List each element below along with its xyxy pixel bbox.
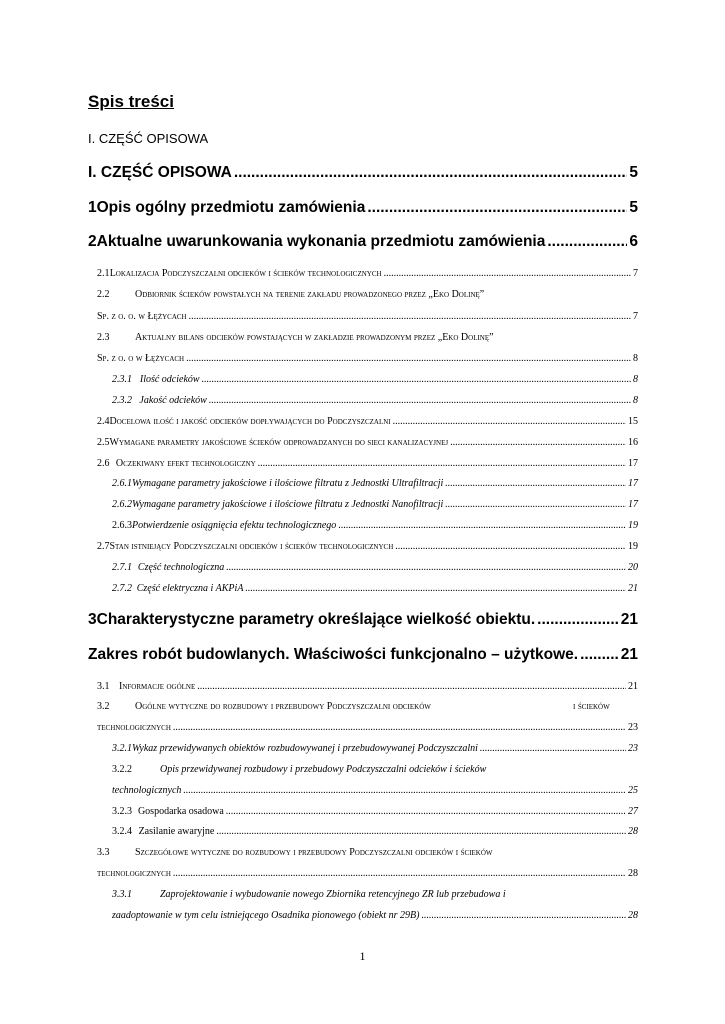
toc-entry-number: 2.6.3 xyxy=(112,520,132,531)
toc-entry-text: Zakres robót budowlanych. Właściwości funkcjonalno – użytkowe. xyxy=(88,646,579,663)
toc-entry-number: 3.2.2 xyxy=(112,764,132,775)
dot-leader xyxy=(226,806,626,817)
toc-entry[interactable] xyxy=(88,164,638,182)
toc-entry-page: 15 xyxy=(628,416,638,427)
toc-entry[interactable] xyxy=(97,416,638,427)
dot-leader xyxy=(395,541,626,552)
toc-entry-text: Oczekiwany efekt technologiczny xyxy=(115,458,256,469)
toc-entry-line1[interactable] xyxy=(97,332,494,343)
toc-entry-text: Jakość odcieków xyxy=(139,395,207,406)
toc-entry-number: 3.3.1 xyxy=(112,889,132,900)
toc-entry-number: 2.1 xyxy=(97,268,110,279)
dot-leader xyxy=(445,499,626,510)
toc-entry[interactable] xyxy=(88,646,638,664)
toc-entry-text: Zasilanie awaryjne xyxy=(138,826,215,837)
dot-leader xyxy=(209,395,631,406)
toc-entry-page: 17 xyxy=(628,499,638,510)
toc-entry-text: Ilość odcieków xyxy=(139,374,200,385)
toc-entry[interactable] xyxy=(97,722,638,733)
toc-entry-page: 23 xyxy=(628,722,638,733)
toc-entry-page: 7 xyxy=(633,268,638,279)
toc-entry[interactable] xyxy=(112,478,638,489)
dot-leader xyxy=(384,268,631,279)
toc-entry-page: 8 xyxy=(633,395,638,406)
toc-entry[interactable] xyxy=(97,268,638,279)
toc-entry-page: 20 xyxy=(628,562,638,573)
toc-entry-text-cont: Sp. z o. o w Łężycach xyxy=(97,353,185,364)
toc-entry-text: Ogólne wytyczne do rozbudowy i przebudowy Podczyszczalni odcieków xyxy=(135,701,431,712)
toc-entry-text: Odbiornik ścieków powstałych na terenie zakładu prowadzonego przez „Eko Dolinę” xyxy=(135,289,485,300)
toc-entry-page: 21 xyxy=(620,611,638,628)
dot-leader xyxy=(245,583,626,594)
dot-leader xyxy=(173,722,626,733)
dot-leader xyxy=(537,611,619,629)
toc-subtitle: I. CZĘŚĆ OPISOWA xyxy=(88,131,209,146)
toc-entry[interactable] xyxy=(97,458,638,469)
dot-leader xyxy=(393,416,626,427)
toc-entry[interactable] xyxy=(88,611,638,629)
dot-leader xyxy=(258,458,626,469)
toc-entry-text: Potwierdzenie osiągnięcia efektu technologicznego xyxy=(132,520,337,531)
toc-entry-text: Wymagane parametry jakościowe i ilościowe filtratu z Jednostki Nanofiltracji xyxy=(132,499,444,510)
toc-entry-text: Informacje ogólne xyxy=(119,681,196,692)
toc-entry-page: 28 xyxy=(628,868,638,879)
toc-entry-number: 2.7 xyxy=(97,541,110,552)
toc-entry-number: 2.4 xyxy=(97,416,110,427)
toc-entry-text: Charakterystyczne parametry określające wielkość obiektu. xyxy=(96,611,536,628)
toc-entry-number: 2.3.1 xyxy=(112,374,132,385)
toc-entry-line1[interactable] xyxy=(112,889,506,900)
dot-leader xyxy=(202,374,631,385)
toc-entry-number: 2.7.2 xyxy=(112,583,132,594)
toc-entry-page: 6 xyxy=(629,233,638,250)
toc-entry-text-cont: technologicznych xyxy=(97,722,171,733)
toc-entry-number: 2 xyxy=(88,233,97,250)
toc-entry-number: 3.2.3 xyxy=(112,806,132,817)
toc-entry-text-cont: zaadoptowanie w tym celu istniejącego Osadnika pionowego (obiekt nr 29B) xyxy=(112,910,420,921)
toc-entry-page: 5 xyxy=(629,199,638,216)
dot-leader xyxy=(450,437,626,448)
toc-entry-text: Zaprojektowanie i wybudowanie nowego Zbiornika retencyjnego ZR lub przebudowa i xyxy=(160,889,506,900)
toc-entry-text-cont: technologicznych xyxy=(112,785,182,796)
toc-entry-text: Docelowa ilość i jakość odcieków dopływających do Podczyszczalni xyxy=(109,416,391,427)
dot-leader xyxy=(216,826,626,837)
toc-entry-page: 21 xyxy=(620,646,638,663)
toc-entry-text: Stan istniejący Podczyszczalni odcieków i ścieków technologicznych xyxy=(109,541,394,552)
toc-entry[interactable] xyxy=(112,806,638,817)
toc-entry[interactable] xyxy=(97,437,638,448)
toc-entry[interactable] xyxy=(112,826,638,837)
dot-leader xyxy=(367,199,627,217)
toc-entry-number: 2.2 xyxy=(97,289,110,300)
toc-entry-text: Część technologiczna xyxy=(137,562,225,573)
toc-entry-page: 21 xyxy=(628,583,638,594)
toc-entry-text: Szczegółowe wytyczne do rozbudowy i przebudowy Podczyszczalni odcieków i ścieków xyxy=(135,847,493,858)
toc-entry[interactable] xyxy=(97,541,638,552)
toc-entry[interactable] xyxy=(112,785,638,796)
toc-entry[interactable] xyxy=(97,353,638,364)
toc-entry-text: Wymagane parametry jakościowe i ilościowe filtratu z Jednostki Ultrafiltracji xyxy=(132,478,444,489)
toc-entry-page: 21 xyxy=(628,681,638,692)
toc-entry-number: 1 xyxy=(88,199,97,216)
toc-entry-line1[interactable] xyxy=(97,701,431,712)
toc-entry-line1[interactable] xyxy=(97,289,484,300)
toc-entry-number: 2.6.2 xyxy=(112,499,132,510)
toc-entry[interactable] xyxy=(97,868,638,879)
dot-leader xyxy=(226,562,626,573)
dot-leader xyxy=(234,164,628,182)
dot-leader xyxy=(186,353,631,364)
toc-entry-text: Aktualne uwarunkowania wykonania przedmiotu zamówienia xyxy=(96,233,546,250)
toc-entry-page: 8 xyxy=(633,353,638,364)
toc-entry-page: 16 xyxy=(628,437,638,448)
dot-leader xyxy=(189,311,631,322)
toc-entry-page: 17 xyxy=(628,458,638,469)
toc-entry-text: I. CZĘŚĆ OPISOWA xyxy=(88,164,232,181)
toc-entry-text-cont: technologicznych xyxy=(97,868,171,879)
toc-entry[interactable] xyxy=(97,311,638,322)
toc-entry[interactable] xyxy=(112,562,638,573)
toc-entry-number: 2.3 xyxy=(97,332,110,343)
dot-leader xyxy=(580,646,619,664)
toc-entry-page: 25 xyxy=(628,785,638,796)
toc-entry-page: 19 xyxy=(628,520,638,531)
toc-entry-text: Wykaz przewidywanych obiektów rozbudowywanej i przebudowywanej Podczyszczalni xyxy=(132,743,478,754)
toc-entry-text: Aktualny bilans odcieków powstających w zakładzie prowadzonym przez „Eko Dolinę” xyxy=(135,332,494,343)
toc-entry-number: 2.5 xyxy=(97,437,110,448)
toc-entry-page: 19 xyxy=(628,541,638,552)
toc-entry[interactable] xyxy=(88,199,638,217)
dot-leader xyxy=(480,743,626,754)
toc-entry[interactable] xyxy=(97,681,638,692)
dot-leader xyxy=(338,520,626,531)
toc-entry-line1[interactable] xyxy=(112,764,486,775)
toc-entry-page: 5 xyxy=(629,164,638,181)
toc-entry[interactable] xyxy=(112,743,638,754)
toc-entry-text: Opis przewidywanej rozbudowy i przebudowy Podczyszczalni odcieków i ścieków xyxy=(160,764,487,775)
toc-entry-number: 3.2.4 xyxy=(112,826,132,837)
toc-entry-text: Część elektryczna i AKPiA xyxy=(136,583,244,594)
toc-entry-number: 3.2.1 xyxy=(112,743,132,754)
toc-entry-text: Lokalizacja Podczyszczalni odcieków i ścieków technologicznych xyxy=(109,268,382,279)
toc-entry-text: Wymagane parametry jakościowe ścieków odprowadzanych do sieci kanalizacyjnej xyxy=(109,437,449,448)
toc-entry-number: 2.3.2 xyxy=(112,395,132,406)
toc-entry[interactable] xyxy=(112,374,638,385)
toc-entry-text: Opis ogólny przedmiotu zamówienia xyxy=(96,199,366,216)
toc-title: Spis treści xyxy=(88,92,174,111)
dot-leader xyxy=(421,910,626,921)
toc-entry-number: 2.6.1 xyxy=(112,478,132,489)
toc-entry[interactable] xyxy=(112,395,638,406)
dot-leader xyxy=(547,233,627,251)
dot-leader xyxy=(183,785,626,796)
toc-entry-number: 3.2 xyxy=(97,701,110,712)
toc-entry-text-b: i ścieków xyxy=(573,701,610,712)
toc-entry[interactable] xyxy=(88,233,638,251)
toc-entry-line1[interactable] xyxy=(97,847,493,858)
dot-leader xyxy=(173,868,626,879)
toc-entry[interactable] xyxy=(112,499,638,510)
toc-entry-number: 2.7.1 xyxy=(112,562,132,573)
toc-entry-page: 23 xyxy=(628,743,638,754)
dot-leader xyxy=(197,681,626,692)
toc-entry-number: 2.6 xyxy=(97,458,110,469)
toc-entry-number: 3.3 xyxy=(97,847,110,858)
dot-leader xyxy=(445,478,626,489)
toc-entry[interactable] xyxy=(112,910,638,921)
toc-entry[interactable] xyxy=(112,520,638,531)
toc-entry-number: 3.1 xyxy=(97,681,110,692)
toc-entry-page: 7 xyxy=(633,311,638,322)
toc-entry-page: 28 xyxy=(628,826,638,837)
toc-entry-text-cont: Sp. z o. o. w Łężycach xyxy=(97,311,187,322)
toc-entry-number: 3 xyxy=(88,611,97,628)
toc-entry-page: 28 xyxy=(628,910,638,921)
toc-entry-page: 8 xyxy=(633,374,638,385)
toc-entry-text: Gospodarka osadowa xyxy=(137,806,224,817)
toc-entry-page: 27 xyxy=(628,806,638,817)
toc-entry-page: 17 xyxy=(628,478,638,489)
page-number: 1 xyxy=(359,949,366,963)
toc-entry[interactable] xyxy=(112,583,638,594)
